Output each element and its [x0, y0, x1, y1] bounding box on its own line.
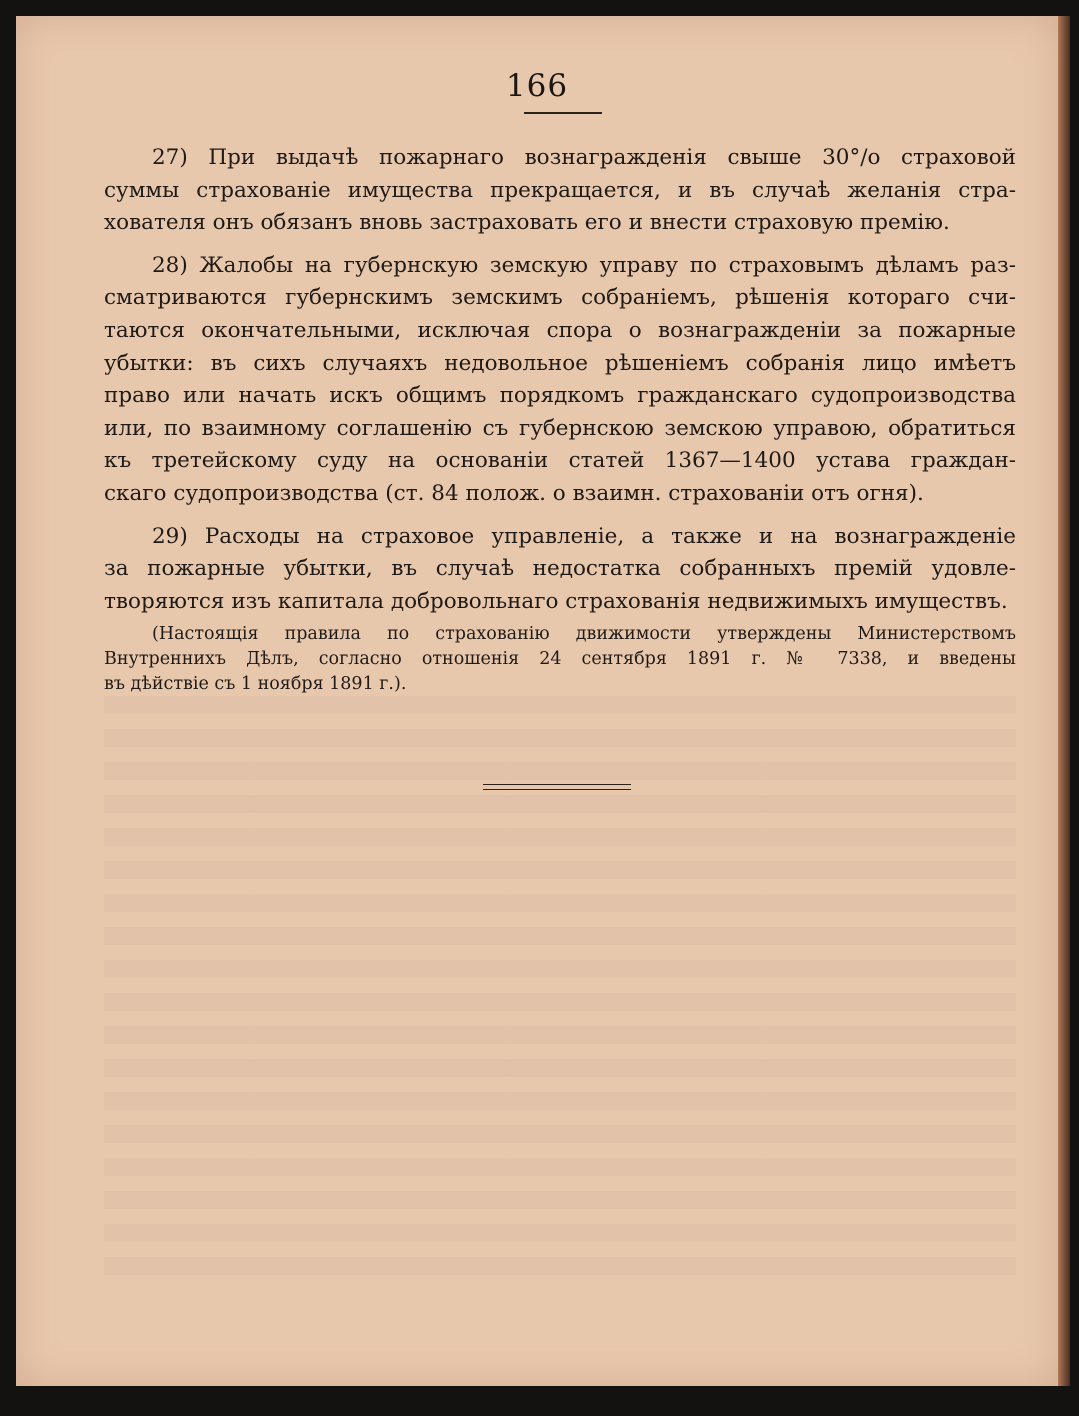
text-line: 28) Жалобы на губернскую земскую управу по страховымъ дѣламъ раз- — [152, 252, 1016, 278]
text-line: творяются изъ капитала добровольнаго страхованія недвижимыхъ имуществъ. — [104, 588, 1008, 614]
text-line: хователя онъ обязанъ вновь застраховать его и внести страховую премію. — [104, 210, 950, 236]
page-number-rule — [524, 112, 602, 114]
note-line — [104, 672, 1016, 697]
book-page — [16, 16, 1058, 1386]
page-number: 166 — [505, 68, 569, 104]
note-line: (Настоящія правила по страхованію движимости утверждены Министерствомъ — [152, 624, 1016, 644]
note-line — [104, 647, 1016, 672]
text-line: таются окончательными, исключая спора о вознагражденіи за пожарные — [104, 317, 1016, 343]
note-line — [104, 622, 1016, 647]
text-line — [104, 413, 1016, 446]
text-line — [104, 445, 1016, 478]
body-text — [104, 142, 1016, 628]
paragraph-28 — [104, 250, 1016, 511]
text-line — [104, 478, 1016, 511]
text-line: суммы страхованіе имущества прекращается, и въ случаѣ желанія стра- — [104, 177, 1016, 203]
text-line: право или начать искъ общимъ порядкомъ гражданскаго судопроизводства — [104, 383, 1016, 409]
text-line — [104, 282, 1016, 315]
text-line — [104, 175, 1016, 208]
text-line: 29) Расходы на страховое управленіе, а также и на вознагражденіе — [152, 523, 1016, 549]
note — [104, 622, 1016, 697]
note-line: Внутреннихъ Дѣлъ, согласно отношенія 24 сентября 1891 г. № 7338, и введены — [104, 649, 1016, 669]
text-line: къ третейскому суду на основаніи статей 1367—1400 устава граждан- — [104, 448, 1016, 474]
text-line — [104, 207, 1016, 240]
text-line — [104, 348, 1016, 381]
text-line: 27) При выдачѣ пожарнаго вознагражденія свыше 30°/о страховой — [152, 145, 1016, 170]
paragraph-27 — [104, 142, 1016, 240]
text-line: за пожарные убытки, въ случаѣ недостатка собранныхъ премій удовле- — [104, 556, 1016, 582]
text-line: скаго судопроизводства (ст. 84 полож. о взаимн. страхованіи отъ огня). — [104, 480, 924, 506]
bleed-through-texture — [104, 696, 1016, 1276]
text-line — [104, 521, 1016, 554]
text-line — [104, 250, 1016, 283]
text-line: сматриваются губернскимъ земскимъ собраніемъ, рѣшенія котораго счи- — [104, 285, 1016, 311]
note-line: въ дѣйствіе съ 1 ноября 1891 г.). — [104, 674, 407, 694]
page-edge — [1058, 16, 1070, 1386]
text-line — [104, 553, 1016, 586]
text-line — [104, 586, 1016, 619]
text-line — [104, 315, 1016, 348]
text-line: или, по взаимному соглашенію съ губернскою земскою управою, обратиться — [104, 415, 1016, 441]
text-line — [104, 380, 1016, 413]
paragraph-29 — [104, 521, 1016, 619]
text-line: убытки: въ сихъ случаяхъ недовольное рѣшеніемъ собранія лицо имѣетъ — [104, 350, 1016, 376]
text-line — [104, 142, 1016, 175]
